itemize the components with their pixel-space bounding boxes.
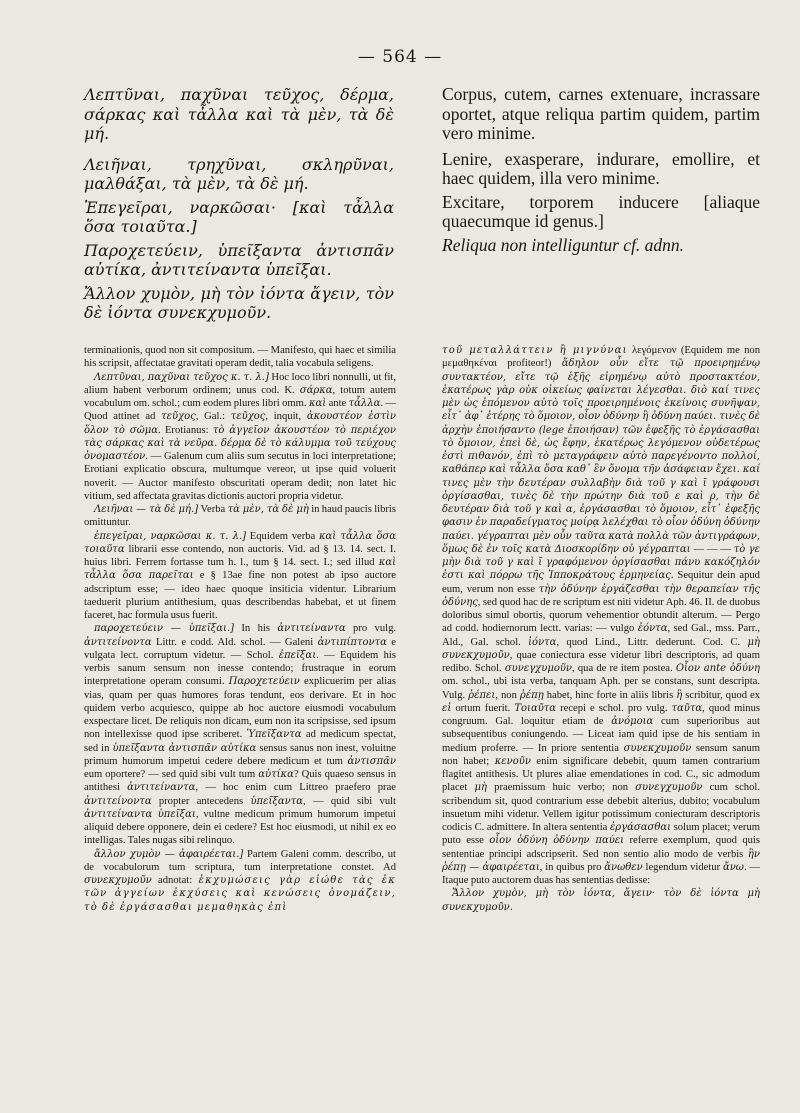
note-segment: ante — [326, 398, 349, 409]
note-segment: ἄνωθεν — [604, 861, 643, 873]
note-segment: κενοῦν — [494, 755, 531, 767]
note-segment: , — quid sibi vult — [303, 795, 396, 807]
note-segment: , non — [495, 689, 520, 701]
note-segment: εἰ — [442, 702, 452, 714]
latin-paragraph: Lenire, exasperare, indurare, emollire, et haec quidem, illa vero minime. — [442, 148, 760, 188]
note-segment: τὴν ὀδύνην ἐργάζεσθαι τὴν θεραπείαν τῆς ὀδύνης — [442, 583, 760, 608]
note-segment: ἐόντα — [637, 623, 668, 635]
note-segment: cum schol. scribendum sit, quod contrarium esse debebit alterius, dubito; vocabulum insuetum mihi videtur. Vellem igitur potissimum coniecturam descriptoris codicis C. admittere. In altera sententia — [442, 782, 760, 833]
note-segment: Verba — [198, 504, 228, 515]
note-segment: ἄδηλον οὖν εἴτε τῷ προειρημένῳ συντακτέον, εἴτε τῷ ἑξῆς εἰρημένῳ αὐτὸ προστακτέον, ἑκατέρως γὰρ οὐκ οἰκείως φαίνεται λέγεσθαι. διὸ καί τινες μὲν ὡς ἑπόμενον αὐτὸ τοῖς προειρημένοις ἐκείνοις συνῆψαν, εἶτ᾽ ἀφ᾽ ἑτέρης τὸ ὅμοιον, οἷον ὀδύνην ἢ ὀδύνη παύει. τινὲς δὲ ἀρχὴν ἐποιήσαντο (lege ἐποιήσαν) τῶν ἐφεξῆς τὸ ἐργάσασθαι τὸ ὅμοιον, ἐπεὶ δὲ, ὡς ἔφην, ἑκατέρως λεγόμενον οὐδετέρως ἐστὶ πιθανόν, ἐπὶ τὸ μεταγράφειν αὐτὸ παρεγένοντο πολλοί, καθάπερ καὶ τἆλλα ὅσα καθ᾽ ἓν ὄνομα τῆν ἀσάφειαν ἔχει. καί τινες μὲν τὴν δευτέραν συλλαβὴν διὰ τοῦ γ καὶ ῑ γράφουσι ὀργίσασθαι, τινὲς δὲ τὴν πρώτην διὰ τοῦ ε καὶ ρ, τὴν δὲ δευτέραν διὰ τοῦ γ καὶ α, ἐργάσασθαι τὸ ὅμοιον, εἶτ᾽ ἐφεξῆς φασιν ἐν παραδείγματος μοίρᾳ λελέχθαι τὸ οἷον ὀδύνη ὀδύνην παύει. γέγραπται μὲν οὖν ταῦτα κατὰ πολλὰ τῶν ἀντιγράφων, ὅμως δὲ ἐν τοῖς κατὰ Διοσκορίδην οὐ γέγραπται — [442, 358, 761, 555]
note-segment: τἆλλα — [348, 398, 381, 409]
note-segment: , quod Lind., Littr. dederunt. Cod. C. — [556, 636, 748, 648]
note-segment: τεῦχος — [161, 411, 196, 423]
note-segment: τοῦ μεταλλάττειν ἢ μιγνύναι — [442, 345, 628, 356]
note-segment: καὶ τἆλλα ὅσα τοιαῦτα — [84, 530, 396, 555]
note-segment: sensum sanum non habet; — [442, 742, 760, 767]
greek-text-column — [84, 85, 394, 327]
note-segment: ἄνω — [722, 861, 744, 873]
latin-paragraph: Excitare, torporem inducere [aliaque quaecumque id genus.] — [442, 191, 760, 231]
note-segment: Τοιαῦτα — [514, 702, 557, 714]
note-segment: οἷον ὀδύνη ὀδύνην παύει — [489, 835, 625, 847]
note-segment: καὶ τἆλλα ὅσα παρεῖται — [84, 557, 396, 582]
note-segment: . — Galenum cum aliis sum secutus in loci interpretatione; Erotiani explicatio obscura, multumque vereor, ut ipse quid voluerit noverit. — Auctor manifesto obscuritati operam dedit; non latet hic vitium, sed affectata gravitas dictionis auctori propria videtur. — [84, 451, 396, 502]
note-segment: ἀντιτείνοντα — [84, 636, 152, 648]
note-segment: . Sequitur dein apud eum, verum non esse — [442, 570, 760, 595]
note-paragraph — [84, 371, 396, 504]
note-segment: ὑπεῖξαντα — [250, 795, 304, 807]
note-segment: ἐκχυμώσεις γὰρ εἰώθε τὰς ἐκ τῶν ἀγγείων ἐκχύσεις καὶ κενώσεις ὀνομάζειν, τὸ δὲ ἐργάσασθαι μεμαθηκὰς ἐπὶ — [84, 875, 397, 913]
note-segment: συνεγχυμοῦν — [504, 663, 573, 674]
note-segment: recepi e schol. pro vulg. — [556, 702, 672, 714]
note-segment: eum oportere? — sed quid sibi vult tum — [84, 769, 259, 780]
note-segment: λεγόμενον (Equidem me non μεμαθηκέναι profiteor!) — [442, 345, 760, 370]
notes-left-column — [84, 344, 396, 914]
note-segment: Ἄλλον χυμὸν, μὴ τὸν ἰόντα, ἄγειν· τὸν δὲ ἰόντα μὴ συνεκχυμοῦν. — [442, 888, 760, 913]
note-segment: ἀκουστέον ἐστὶν ὅλον τὸ σῶμα — [84, 411, 396, 436]
note-paragraph — [84, 848, 396, 914]
note-segment: ἄλλον χυμὸν — ἀφαιρέεται.] — [94, 848, 244, 860]
note-segment: Παροχετεύειν — [228, 676, 300, 688]
page-number: — 564 — — [357, 47, 443, 67]
note-segment: ὑπεῖξαντα ἀντισπᾶν αὐτίκα — [112, 742, 257, 754]
note-segment: e § 13ae fine non potest ab ipso auctore adscriptum esse; — ideo haec quoque insiticia videntur. Librarium taeduerit plurium antithesium, quas describendas habebat, et ut finem faceret, hac formula usus fuerit. — [84, 570, 396, 621]
note-segment: ῥέπει — [468, 689, 496, 701]
note-segment: ἐπεῖξαι — [278, 649, 317, 661]
note-segment: ἰόντα — [528, 636, 557, 648]
note-segment: , totum autem vocabulum om. schol.; cum eodem plures libri omm. — [84, 384, 397, 409]
note-segment: terminationis, quod non sit compositum. — Manifesto, qui haec et similia his scripsit, affectatae gravitati operam dedit, talia vocabula seligens. — [84, 345, 396, 370]
note-segment: , quod minus congruum. Gal. loquitur etiam de — [442, 702, 760, 727]
note-segment: ἐπεγεῖραι, ναρκῶσαι κ. τ. λ.] — [94, 530, 247, 542]
note-paragraph — [84, 344, 396, 371]
latin-paragraph: Corpus, cutem, carnes extenuare, incrassare oportet, atque reliqua partim quidem, partim vero minime. — [442, 84, 760, 143]
note-segment: τὸ γε μὴν διὰ τοῦ γ καὶ ῑ γραφόμενον ὀργίσασθαι πάνυ κακόζηλόν ἐστι καὶ πόρρω τῆς Ἱπποκράτους ἑρμηνείας — [442, 543, 760, 582]
notes-right-column — [442, 344, 760, 914]
note-segment: enim significare debebit, quum tamen contrarium flagitet antithesis. Ut plures aliae emendationes in cod. C., sic admodum placet — [442, 755, 760, 794]
note-segment: scribitur, quod ex — [682, 689, 761, 701]
note-segment: . — Quod attinet ad — [84, 398, 397, 423]
note-segment: , Gal.: — [195, 411, 231, 423]
note-segment: legendum videtur — [642, 861, 723, 873]
note-segment: In his — [234, 623, 278, 635]
note-segment: ἀνόμοια — [611, 716, 654, 727]
greek-paragraph: Λεπτῦναι, παχῦναι τεῦχος, δέρμα, σάρκας καὶ τἆλλα καὶ τὰ μὲν, τὰ δὲ μή. — [84, 85, 394, 143]
note-segment: τὸ ἀγγεῖον ἀκουστέον τὸ περιέχον τὰς σάρκας καὶ τὰ νεῦρα. δέρμα δὲ τὸ κάλυμμα τοῦ τεύχους ὀνομαστέον — [84, 424, 396, 462]
note-segment: , qua de re item postea. — [572, 663, 676, 674]
note-segment: referre exemplum, quod quis sententiae principi adscripserit. Sed non sentio alio modo de verbis — [442, 835, 760, 860]
note-segment: μὴ — [474, 782, 487, 794]
note-segment: συνεγχυμοῦν — [635, 782, 703, 794]
note-segment: ἀντισπᾶν — [347, 755, 396, 767]
note-segment: Partem Galeni comm. describo, ut de vocabulorum tum scriptura, tum interpretatione constet. Ad — [84, 848, 396, 873]
note-segment: . — Equidem his verbis sanum sensum non inesse contendo; frustraque in eorum interpretatione operam consumi. — [84, 649, 396, 688]
note-segment: ἀντιπίπτοντα — [317, 636, 387, 648]
greek-paragraph: Παροχετεύειν, ὑπεῖξαντα ἀντισπᾶν αὐτίκα, ἀντιτείναντα ὑπεῖξαι. — [84, 240, 394, 279]
note-segment: sensus sanus non inest, voluitne primum humorum impetui cedere debere medicum et tum — [84, 742, 397, 767]
note-segment: adnotat: — [151, 875, 199, 886]
note-segment: μὴ συνεκχυμοῦν — [442, 636, 760, 661]
latin-paragraph: Reliqua non intelliguntur cf. adnn. — [442, 234, 685, 255]
note-segment: Littr. e codd. Ald. schol. — Galeni — [151, 636, 318, 648]
note-segment: , inquit, — [265, 411, 307, 423]
note-segment: ἀντιτείναντα ὑπεῖξαι — [84, 808, 196, 820]
note-segment: ἐργάσασθαι — [609, 822, 672, 833]
note-segment: , in quibus pro — [539, 861, 605, 873]
note-segment: praemissum huic verbo; non — [486, 782, 636, 794]
note-segment: Ὑπεῖξαντα — [246, 729, 302, 741]
note-segment: παροχετεύειν — ὑπεῖξαι.] — [94, 623, 235, 635]
note-segment: ἣν ῥέπῃ — ἀφαιρέεται — [442, 848, 760, 873]
note-segment: ? Quis quaeso sensus in antithesi — [84, 769, 396, 794]
note-segment: , sed quod hac de re scriptum est niti videtur Aph. 46. II. de duobus doloribus simul obortis, quorum vehementior obtundit alterum. — Pergo ad codd. hodiernorum lectt. varias: — vulgo — [442, 596, 760, 635]
latin-text-column — [442, 85, 760, 259]
note-segment: librarii esse contendo, non auctoris. Vid. ad § 13. 14. sect. I. huius libri. Ferrem fortasse tum h. l., tum § 14. sect. I.; sed illud — [84, 543, 396, 568]
note-paragraph — [84, 530, 396, 623]
note-segment: . Erotianus: — [157, 424, 213, 436]
note-segment: σάρκα — [299, 384, 333, 396]
note-segment: om. schol., ubi ista verba, tanquam Aph. per se constans, sunt descripta. Vulg. — [442, 676, 760, 701]
note-segment: Λειῆναι — τὰ δὲ μή.] — [94, 504, 199, 515]
note-segment: καὶ — [308, 398, 327, 409]
note-segment: explicuerim per alias vias, quam per quas humores foras tendunt, eos derivare. Et in hoc quidem verbo acquiesco, quippe ab hoc auctore eiusmodi vocabulum exspectare licet. De reliquis non dicam, eum non ita scripsisse, sed ipsum non intellexisse quod ipse scriberet. — [84, 676, 396, 741]
note-segment: ἀντιτείναντα — [127, 782, 196, 794]
note-segment: cum superioribus aut subsequentibus coniungendo. — Liceat iam quid ipse de his sentiam in medium proferre. — In priore sententia — [442, 716, 760, 754]
note-segment: ἀντιτείνοντα — [84, 795, 152, 807]
note-segment: συνεκχυμοῦν — [623, 742, 692, 754]
note-paragraph — [442, 344, 760, 887]
note-paragraph — [84, 503, 396, 530]
note-segment: ῥέπῃ — [519, 689, 544, 701]
note-segment: Hoc loco libri nonnulli, ut fit, alium habent verborum ordinem; unus cod. K. — [84, 371, 397, 396]
note-segment: pro vulg. — [345, 623, 397, 635]
note-segment: solum placet; verum puto esse — [442, 822, 760, 847]
note-segment: Λεπτῦναι, παχῦναι τεῦχος κ. τ. λ.] — [94, 371, 269, 383]
note-segment: συνεκχυμοῦν — [84, 875, 152, 886]
note-paragraph — [442, 887, 760, 914]
note-segment: ad medicum spectat, sed in — [84, 729, 396, 754]
note-paragraph — [84, 622, 396, 847]
note-segment: Equidem verba — [246, 530, 319, 542]
note-segment: Οἷον ante ὀδύνη — [675, 663, 760, 674]
note-segment: ταῦτα — [671, 702, 703, 714]
greek-paragraph: Ἄλλον χυμὸν, μὴ τὸν ἰόντα ἄγειν, τὸν δὲ ἰόντα συνεκχυμοῦν. — [84, 283, 394, 322]
note-segment: , vultne medicum primum humorum impetui aliquid debere opponere, dein ei cedere? Est hoc eiusmodi, ut nihil ex eo intelligas. Tales nugas sibi relinquo. — [84, 808, 396, 847]
note-segment: e vulgata lect. corruptum videtur. — Schol. — [84, 636, 396, 661]
note-segment: , — hoc enim cum Littreo praefero prae — [195, 782, 396, 794]
note-segment: ortum fuerit. — [451, 702, 515, 714]
note-segment: propter antecedens — [151, 795, 251, 807]
note-segment: — — — — [690, 543, 734, 555]
note-segment: τὰ μὲν, τὰ δὲ μὴ — [227, 504, 309, 515]
note-segment: . — Itaque puto auctorem duas has sententias dedisse: — [442, 861, 761, 886]
greek-paragraph: Ἐπεγεῖραι, ναρκῶσαι· [καὶ τἆλλα ὅσα τοιαῦτα.] — [84, 197, 394, 236]
note-segment: , quae coniectura esse videtur libri descriptoris, ad quam redibo. Schol. — [442, 649, 760, 674]
note-segment: ἀντιτείναντα — [277, 623, 346, 635]
note-segment: habet, hinc forte in aliis libris — [543, 689, 677, 701]
note-segment: , sed Gal., mss. Parr., Ald., Gal. schol. — [442, 623, 760, 648]
note-segment: τεῦχος — [230, 411, 266, 423]
note-segment: in haud paucis libris omittuntur. — [84, 504, 396, 529]
note-segment: αὐτίκα — [258, 769, 294, 780]
greek-paragraph: Λειῆναι, τρηχῦναι, σκληρῦναι, μαλθάξαι, τὰ μὲν, τὰ δὲ μή. — [84, 154, 394, 193]
note-segment: ἢ — [676, 689, 683, 701]
